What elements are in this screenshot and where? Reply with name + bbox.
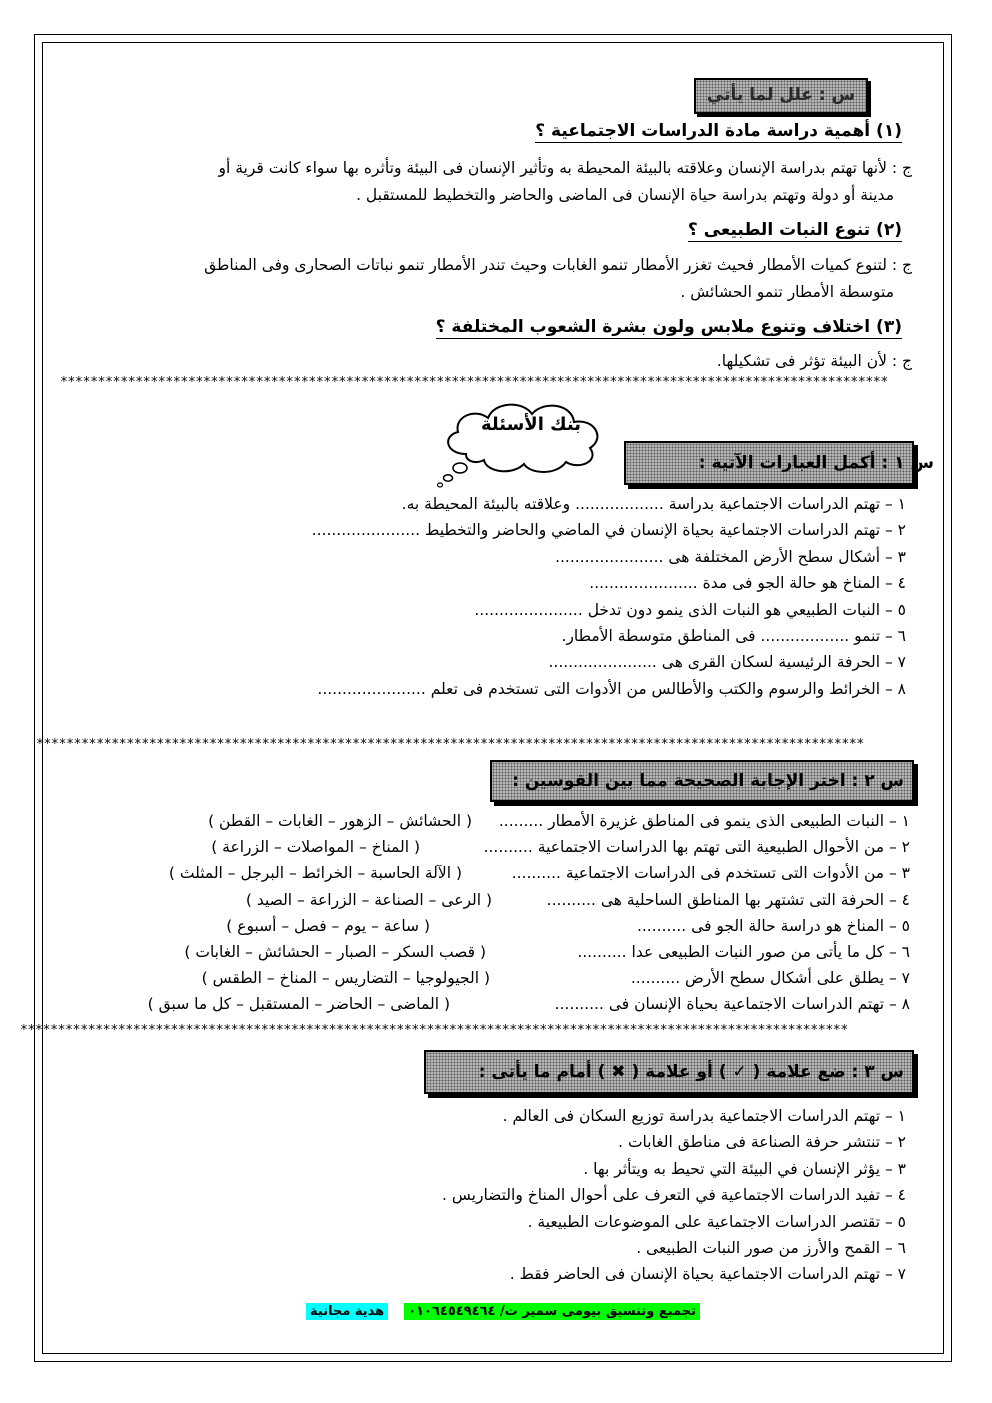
q2-list [50, 808, 910, 1018]
q3-item: ٥ – تقتصر الدراسات الاجتماعية على الموضوعات الطبيعية . [527, 1212, 906, 1231]
q1-item: ٥ – النبات الطبيعي هو النبات الذى ينمو دون تدخل ...................... [474, 600, 906, 619]
q2-item-choices: ( الآلة الحاسبة – الخرائط – البرجل – المثلث ) [168, 864, 462, 883]
q2-item [50, 887, 910, 913]
question-bank-cloud [426, 392, 626, 492]
q2-item-choices: ( الرعى – الصناعة – الزراعة – الصيد ) [245, 890, 492, 909]
q2-item-text: ٦ – كل ما يأتى من صور النبات الطبيعى عدا .......... [577, 942, 910, 961]
q2-heading-box [490, 760, 914, 802]
cloud-icon [426, 392, 626, 492]
q3-item: ١ – تهتم الدراسات الاجتماعية بدراسة توزيع السكان فى العالم . [502, 1107, 906, 1125]
q1-item: ٧ – الحرفة الرئيسية لسكان القرى هى ...................... [548, 653, 906, 672]
q1-item: ١ – تهتم الدراسات الاجتماعية بدراسة .................. وعلاقته بالبيئة المحيطة به. [401, 495, 906, 513]
q1-item: ٢ – تهتم الدراسات الاجتماعية بحياة الإنسان في الماضي والحاضر والتخطيط ...................... [311, 521, 906, 540]
q3-list [442, 1103, 906, 1288]
q3-item: ٧ – تهتم الدراسات الاجتماعية بحياة الإنسان فى الحاضر فقط . [509, 1265, 906, 1284]
q2-item [50, 939, 910, 965]
q2-item [50, 834, 910, 860]
q2-item-choices: ( قصب السكر – الصبار – الحشائش – الغابات ) [184, 942, 486, 961]
reason-1-answer-line-1: ج : لأنها تهتم بدراسة الإنسان وعلاقته بالبيئة المحيطة به وتأثير الإنسان فى البيئة وتأثره بها سواء كانت قرية أو [218, 159, 912, 177]
q1-item: ٦ – تنمو .................. فى المناطق متوسطة الأمطار. [561, 626, 906, 645]
q3-item: ٦ – القمح والأرز من صور النبات الطبيعى . [636, 1238, 906, 1257]
q1-heading-box [624, 441, 934, 485]
q2-item [50, 860, 910, 886]
q2-item-text: ١ – النبات الطبيعى الذى ينمو فى المناطق غزيرة الأمطار ......... [498, 812, 910, 830]
q2-item-choices: ( الجيولوجيا – التضاريس – المناخ – الطقس ) [201, 969, 490, 988]
question-bank-label: بنك الأسئلة [480, 414, 582, 435]
separator-1: ************************************************************************************************************** [60, 376, 888, 390]
q2-item-text: ٧ – يطلق على أشكال سطح الأرض .......... [630, 969, 910, 988]
reason-2-question: (٢) تنوع النبات الطبيعى ؟ [687, 220, 902, 240]
q2-item [50, 913, 910, 939]
q3-item: ٢ – تنتشر حرفة الصناعة فى مناطق الغابات . [618, 1133, 906, 1152]
q1-list [312, 491, 906, 702]
reason-3-answer-line-1: ج : لأن البيئة تؤثر فى تشكيلها. [716, 352, 912, 370]
q2-item [50, 991, 910, 1017]
q2-item-choices: ( الحشائش – الزهور – الغابات – القطن ) [208, 812, 472, 830]
q2-item [50, 965, 910, 991]
reason-3-question: (٣) اختلاف وتنوع ملابس ولون بشرة الشعوب المختلفة ؟ [435, 317, 902, 337]
q2-heading: س ٢ : اختر الإجابة الصحيحة مما بين القوسين : [512, 771, 904, 791]
separator-2: ************************************************************************************************************** [36, 738, 864, 752]
reason-1-answer-line-2: مدينة أو دولة وتهتم بدراسة حياة الإنسان فى الماضى والحاضر والتخطيط للمستقبل . [356, 186, 894, 204]
q2-item-choices: ( الماضى – الحاضر – المستقبل – كل ما سبق ) [147, 995, 450, 1014]
q1-item: ٣ – أشكال سطح الأرض المختلفة هى ...................... [555, 547, 906, 566]
q2-item [50, 808, 910, 834]
q2-item-text: ٨ – تهتم الدراسات الاجتماعية بحياة الإنسان فى .......... [554, 995, 910, 1014]
q3-item: ٤ – تفيد الدراسات الاجتماعية في التعرف على أحوال المناخ والتضاريس . [442, 1186, 906, 1205]
q1-heading: س ١ : أكمل العبارات الآتية : [698, 453, 934, 473]
footer-credit: تجميع وتنسيق بيومى سمير ت/ ٠١٠٦٤٥٤٩٤٦٤ [404, 1303, 700, 1320]
q2-item-text: ٣ – من الأدوات التى تستخدم فى الدراسات الاجتماعية .......... [511, 864, 910, 883]
q1-item: ٤ – المناخ هو حالة الجو فى مدة ...................... [589, 574, 906, 593]
q3-heading: س ٣ : ضع علامة ( ✓ ) أو علامة ( ✖ ) أمام ما يأتى : [478, 1062, 904, 1082]
footer-gift: هدية مجانية [306, 1303, 388, 1320]
q3-heading-box [424, 1050, 914, 1094]
separator-3: ************************************************************************************************************** [20, 1024, 848, 1038]
q2-item-choices: ( ساعة – يوم – فصل – أسبوع ) [226, 916, 430, 935]
reason-2-answer-line-2: متوسطة الأمطار تنمو الحشائش . [680, 283, 894, 301]
reason-2-answer-line-1: ج : لتنوع كميات الأمطار فحيث تغزر الأمطار تنمو الغابات وحيث تندر الأمطار تنمو نباتات الصحارى وفى المناطق [204, 256, 912, 274]
q1-item: ٨ – الخرائط والرسوم والكتب والأطالس من الأدوات التى تستخدم فى تعلم ...................... [317, 679, 906, 698]
q2-item-choices: ( المناخ – المواصلات – الزراعة ) [211, 838, 420, 857]
q2-item-text: ٢ – من الأحوال الطبيعية التى تهتم بها الدراسات الاجتماعية .......... [483, 838, 910, 857]
footer [306, 1300, 700, 1319]
q2-item-text: ٥ – المناخ هو دراسة حالة الجو فى .......... [636, 916, 910, 935]
q3-item: ٣ – يؤثر الإنسان في البيئة التي تحيط به ويتأثر بها . [583, 1159, 906, 1178]
section-title-box [694, 78, 868, 114]
reason-1-question: (١) أهمية دراسة مادة الدراسات الاجتماعية ؟ [535, 121, 902, 141]
q2-item-text: ٤ – الحرفة التى تشتهر بها المناطق الساحلية هى .......... [546, 890, 910, 909]
section-title: س : علل لما يأتي [706, 85, 856, 105]
